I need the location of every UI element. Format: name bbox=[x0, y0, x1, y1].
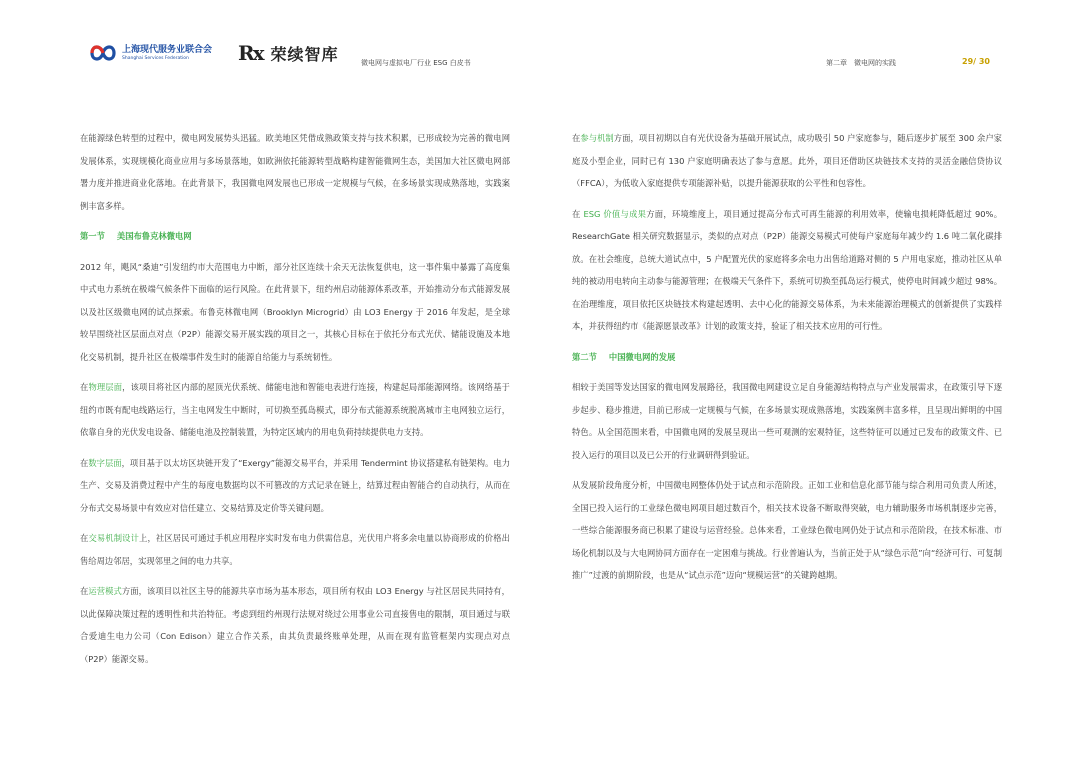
highlight-term: 交易机制设计 bbox=[88, 533, 140, 543]
text: 在 bbox=[80, 533, 89, 543]
ssf-logo bbox=[88, 42, 228, 64]
chapter-title: 第二章 微电网的实践 bbox=[826, 59, 896, 67]
text: 在 bbox=[80, 457, 89, 468]
paragraph: 从发展阶段角度分析，中国微电网整体仍处于试点和示范阶段。正如工业和信息化部节能与综合利用司负责人所述，全国已投入运行的工业绿色微电网项目超过数百个，相关技术设备不断取得突破，电力辅助服务市场机制逐步完善，一些综合能源服务商已积累了建设与运营经验。总体来看，工业绿色微电网仍处于试点和示范阶段，在技术标准、市场化机制以及与大电网协同方面存在一定困难与挑战。行业普遍认为，当前正处于从“绿色示范”向“经济可行、可复制推广”过渡的前期阶段，也是从“试点示范”迈向“规模运营”的关键跨越期。 bbox=[572, 480, 1002, 580]
text: 在 bbox=[572, 208, 584, 219]
paragraph: 2012 年，飓风“桑迪”引发纽约市大范围电力中断，部分社区连续十余天无法恢复供电，这一事件集中暴露了高度集中式电力系统在极端气候条件下面临的运行风险。在此背景下，纽约州启动能源体系改革，开始推动分布式能源发展以及社区级微电网的试点探索。布鲁克林微电网（Brooklyn Microgrid）由 LO3 Energy 于 2016 年发起，是全球较早围绕社区层面点对点（P2P）能源交易开展实践的项目之一，其核心目标在于依托分布式光伏、储能设施及本地化交易机制，提升社区在极端事件发生时的能源自给能力与系统韧性。 bbox=[80, 261, 510, 362]
ssf-logo-icon bbox=[88, 42, 118, 64]
paragraph bbox=[80, 527, 510, 572]
paragraph bbox=[80, 376, 510, 444]
text: 在 bbox=[80, 586, 89, 596]
rongxu-logo bbox=[238, 40, 339, 66]
highlight-term: 物理层面 bbox=[88, 382, 123, 392]
paragraph bbox=[572, 203, 1002, 338]
text: 在 bbox=[572, 133, 581, 143]
rongxu-logo-text: 荣续智库 bbox=[270, 44, 339, 64]
paragraph bbox=[80, 452, 510, 520]
section-number: 第二节 bbox=[572, 351, 597, 362]
text: 方面，项目初期以自有光伏设备为基础开展试点，成功吸引 50 户家庭参与，随后逐步扩展至 300 余户家庭及小型企业，同时已有 130 户家庭明确表达了参与意愿。此外，项目还借助区块链技术支持的灵活金融信贷协议（FFCA），为低收入家庭提供专项能源补贴，以提升能源获取的公平性和包容性。 bbox=[572, 133, 1002, 188]
paragraph: 在能源绿色转型的过程中，微电网发展势头迅猛。欧美地区凭借成熟政策支持与技术积累，已形成较为完善的微电网发展体系，实现规模化商业应用与多场景落地，如欧洲依托能源转型战略构建智能微网生态，美国加大社区微电网部署力度并推进商业化落地。在此背景下，我国微电网发展也已形成一定规模与气候，在多场景实现成熟落地，实践案例丰富多样。 bbox=[80, 133, 510, 211]
text: 在 bbox=[80, 382, 89, 392]
page-number: 29/ 30 bbox=[962, 57, 990, 66]
text: 上，社区居民可通过手机应用程序实时发布电力供需信息，光伏用户将多余电量以协商形成的价格出售给周边邻居，实现邻里之间的电力共享。 bbox=[80, 533, 510, 566]
highlight-term: ESG 价值与成果 bbox=[583, 208, 647, 219]
rongxu-logo-mark: Rx bbox=[238, 41, 263, 65]
section-heading-1 bbox=[80, 225, 510, 248]
section-heading-2 bbox=[572, 346, 1002, 369]
highlight-term: 数字层面 bbox=[88, 457, 122, 468]
ssf-logo-en: Shanghai Services Federation bbox=[122, 55, 189, 61]
ssf-logo-cn: 上海现代服务业联合会 bbox=[122, 44, 213, 55]
right-column bbox=[572, 127, 1002, 595]
text: ，项目基于以太坊区块链开发了“Exergy”能源交易平台，并采用 Tendermint 协议搭建私有链架构。电力生产、交易及消费过程中产生的每度电数据均以不可篡改的方式记录在链上，结算过程由智能合约自动执行，从而在分布式交易场景中有效应对信任建立、交易结算及定价等关键问题。 bbox=[80, 457, 510, 513]
highlight-term: 参与机制 bbox=[580, 133, 614, 143]
text: 方面，环境维度上，项目通过提高分布式可再生能源的利用效率，使输电损耗降低超过 90%。ResearchGate 相关研究数据显示，类似的点对点（P2P）能源交易模式可使每户家庭每年减少约 1.6 吨二氧化碳排放。在社会维度，总统大道试点中，5 户配置光伏的家庭将多余电力出售给道路对侧的 5 户用电家庭，推动社区从单纯的被动用电转向主动参与能源管理；在极端天气条件下，系统可切换至孤岛运行模式，使停电时间减少超过 98%。在治理维度，项目依托区块链技术构建起透明、去中心化的能源交易体系，为未来能源治理模式的创新提供了实践样本，并获得纽约市《能源愿景改革》计划的政策支持，验证了相关技术应用的可行性。 bbox=[572, 208, 1003, 331]
paragraph: 相较于美国等发达国家的微电网发展路径，我国微电网建设立足自身能源结构特点与产业发展需求，在政策引导下逐步起步、稳步推进，目前已形成一定规模与气候，在多场景实现成熟落地，实践案例丰富多样，且呈现出鲜明的中国特色。从全国范围来看，中国微电网的发展呈现出一些可观测的宏观特征，这些特征可以通过已发布的政策文件、已投入运行的项目以及已公开的行业调研得到验证。 bbox=[572, 382, 1002, 460]
document-title: 微电网与虚拟电厂行业 ESG 白皮书 bbox=[361, 59, 471, 67]
section-title: 中国微电网的发展 bbox=[608, 351, 676, 362]
section-number: 第一节 bbox=[80, 231, 105, 241]
text: ，该项目将社区内部的屋顶光伏系统、储能电池和智能电表进行连接，构建起局部能源网络。该网络基于纽约市既有配电线路运行，当主电网发生中断时，可切换至孤岛模式，即分布式能源系统脱离城市主电网独立运行，依靠自身的光伏发电设备、储能电池及控制装置，为特定区域内的用电负荷持续提供电力支持。 bbox=[80, 382, 510, 437]
left-column bbox=[80, 127, 510, 678]
page-header bbox=[0, 0, 1080, 80]
highlight-term: 运营模式 bbox=[88, 586, 122, 596]
paragraph bbox=[80, 580, 510, 670]
text: 方面，该项目以社区主导的能源共享市场为基本形态，项目所有权由 LO3 Energy 与社区居民共同持有，以此保障决策过程的透明性和共治特征。考虑到纽约州现行法规对绕过公用事业公司直接售电的限制，项目通过与联合爱迪生电力公司（Con Edison）建立合作关系，由其负责最终账单处理，从而在现有监管框架内实现点对点（P2P）能源交易。 bbox=[80, 586, 510, 664]
paragraph bbox=[572, 127, 1002, 195]
section-title: 美国布鲁克林微电网 bbox=[116, 231, 192, 241]
